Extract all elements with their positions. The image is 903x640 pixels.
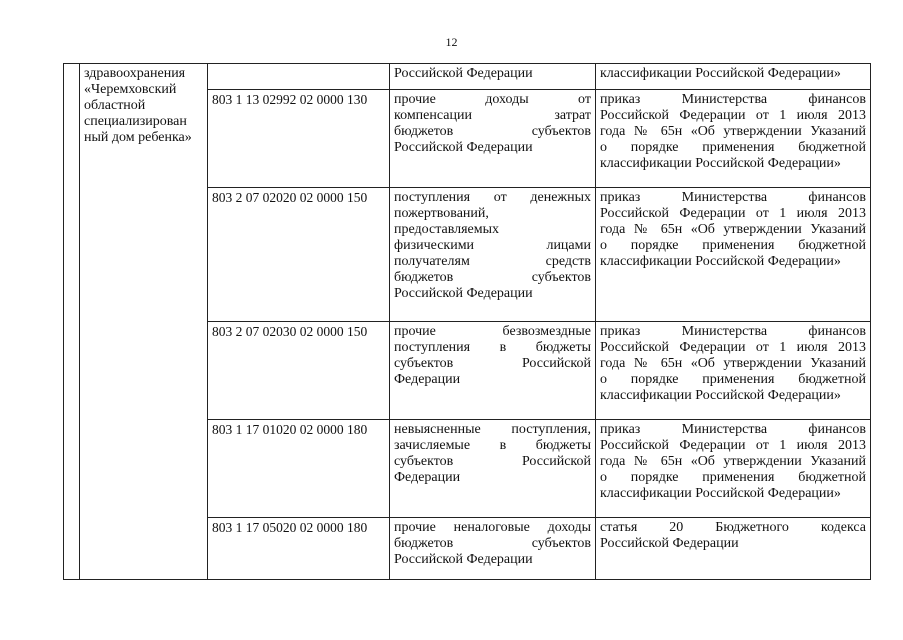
description-line: бюджетов субъектов bbox=[394, 124, 591, 139]
description-cell bbox=[390, 188, 596, 322]
number-cell bbox=[64, 64, 80, 580]
basis-line: Российской Федерации от 1 июля 2013 bbox=[600, 108, 866, 123]
budget-code: 803 1 17 01020 02 0000 180 bbox=[212, 422, 368, 437]
organization-name: здравоохранения «Черемховский областной специализирован ный дом ребенка» bbox=[84, 66, 192, 145]
basis-line: классификации Российской Федерации» bbox=[600, 486, 841, 501]
description-cell bbox=[390, 322, 596, 420]
basis-line: о порядке применения бюджетной bbox=[600, 470, 866, 485]
basis-line: о порядке применения бюджетной bbox=[600, 372, 866, 387]
basis-cell bbox=[596, 64, 871, 90]
description-line: физическими лицами bbox=[394, 238, 591, 253]
description-text: Российской Федерации bbox=[394, 66, 533, 81]
basis-line: приказ Министерства финансов bbox=[600, 190, 866, 205]
basis-cell bbox=[596, 90, 871, 188]
basis-line: Российской Федерации от 1 июля 2013 bbox=[600, 438, 866, 453]
basis-cell bbox=[596, 420, 871, 518]
basis-line: статья 20 Бюджетного кодекса bbox=[600, 520, 866, 535]
description-line: невыясненные поступления, bbox=[394, 422, 591, 437]
description-line: Российской Федерации bbox=[394, 552, 533, 567]
basis-line: о порядке применения бюджетной bbox=[600, 238, 866, 253]
description-line: бюджетов субъектов bbox=[394, 270, 591, 285]
description-line: бюджетов субъектов bbox=[394, 536, 591, 551]
basis-line: года № 65н «Об утверждении Указаний bbox=[600, 222, 866, 237]
description-line: получателям средств bbox=[394, 254, 591, 269]
description-cell bbox=[390, 90, 596, 188]
description-cell bbox=[390, 64, 596, 90]
description-line: Российской Федерации bbox=[394, 140, 533, 155]
basis-line: года № 65н «Об утверждении Указаний bbox=[600, 356, 866, 371]
basis-line: классификации Российской Федерации» bbox=[600, 254, 841, 269]
description-line: Российской Федерации bbox=[394, 286, 533, 301]
basis-cell bbox=[596, 322, 871, 420]
code-cell bbox=[208, 188, 390, 322]
budget-code: 803 1 17 05020 02 0000 180 bbox=[212, 520, 368, 535]
description-line: прочие безвозмездные bbox=[394, 324, 591, 339]
income-codes-table bbox=[63, 63, 871, 580]
organization-cell bbox=[80, 64, 208, 580]
description-cell bbox=[390, 420, 596, 518]
table-row bbox=[64, 64, 871, 90]
basis-line: классификации Российской Федерации» bbox=[600, 156, 841, 171]
budget-code: 803 1 13 02992 02 0000 130 bbox=[212, 92, 368, 107]
description-line: поступления от денежных bbox=[394, 190, 591, 205]
budget-code: 803 2 07 02020 02 0000 150 bbox=[212, 190, 368, 205]
basis-text: классификации Российской Федерации» bbox=[600, 66, 841, 81]
basis-cell bbox=[596, 188, 871, 322]
code-cell bbox=[208, 90, 390, 188]
page-number: 12 bbox=[445, 35, 458, 49]
code-cell bbox=[208, 322, 390, 420]
basis-line: Российской Федерации от 1 июля 2013 bbox=[600, 206, 866, 221]
budget-code: 803 2 07 02030 02 0000 150 bbox=[212, 324, 368, 339]
code-cell bbox=[208, 518, 390, 580]
description-line: предоставляемых bbox=[394, 222, 500, 237]
description-line: прочие доходы от bbox=[394, 92, 591, 107]
basis-line: года № 65н «Об утверждении Указаний bbox=[600, 454, 866, 469]
basis-line: года № 65н «Об утверждении Указаний bbox=[600, 124, 866, 139]
basis-line: Российской Федерации bbox=[600, 536, 739, 551]
code-cell bbox=[208, 64, 390, 90]
description-line: Федерации bbox=[394, 470, 461, 485]
basis-line: о порядке применения бюджетной bbox=[600, 140, 866, 155]
description-line: Федерации bbox=[394, 372, 461, 387]
description-cell bbox=[390, 518, 596, 580]
description-line: субъектов Российской bbox=[394, 454, 591, 469]
description-line: компенсации затрат bbox=[394, 108, 591, 123]
basis-line: приказ Министерства финансов bbox=[600, 92, 866, 107]
description-line: пожертвований, bbox=[394, 206, 489, 221]
description-line: субъектов Российской bbox=[394, 356, 591, 371]
code-cell bbox=[208, 420, 390, 518]
basis-cell bbox=[596, 518, 871, 580]
basis-line: Российской Федерации от 1 июля 2013 bbox=[600, 340, 866, 355]
description-line: зачисляемые в бюджеты bbox=[394, 438, 591, 453]
basis-line: приказ Министерства финансов bbox=[600, 422, 866, 437]
description-line: поступления в бюджеты bbox=[394, 340, 591, 355]
basis-line: приказ Министерства финансов bbox=[600, 324, 866, 339]
description-line: прочие неналоговые доходы bbox=[394, 520, 591, 535]
basis-line: классификации Российской Федерации» bbox=[600, 388, 841, 403]
